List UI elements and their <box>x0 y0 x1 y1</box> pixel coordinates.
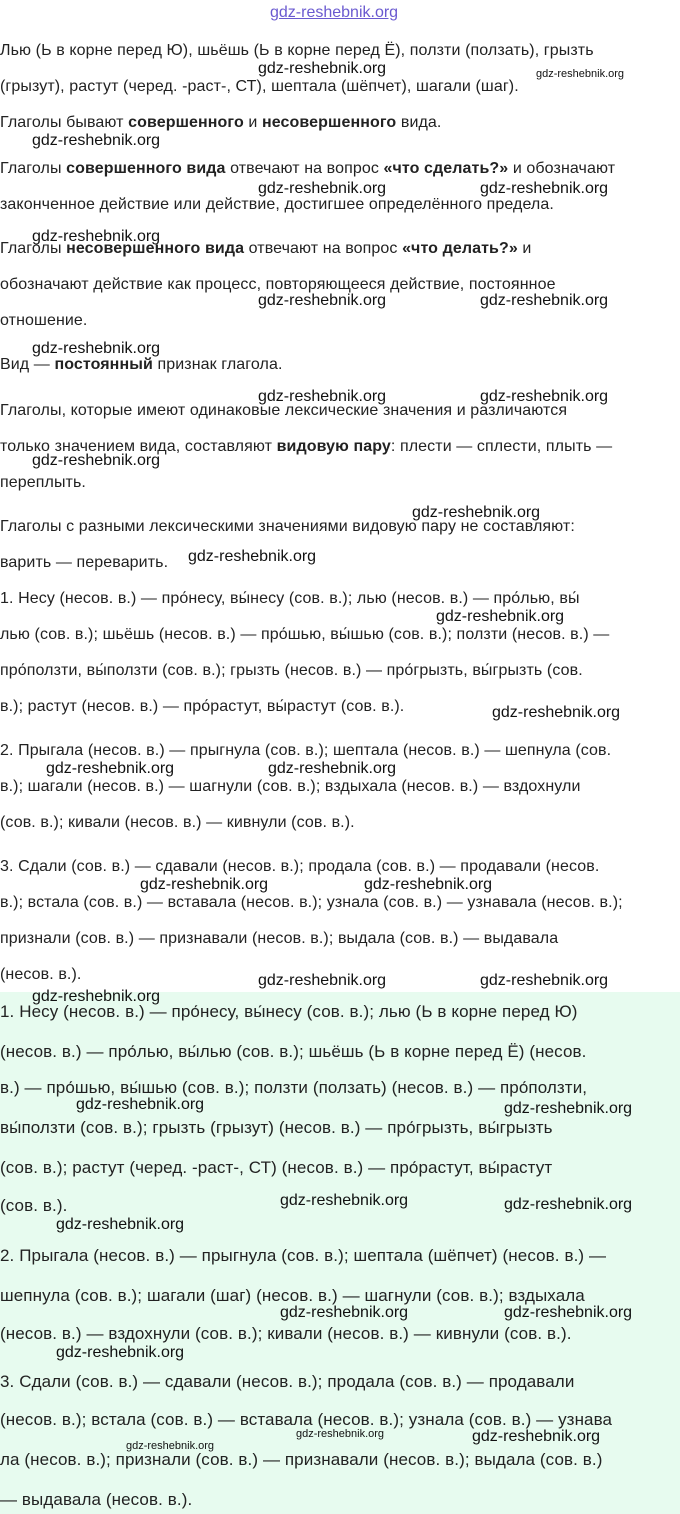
watermark: gdz-reshebnik.org <box>412 504 541 521</box>
watermark: gdz-reshebnik.org <box>32 988 161 1005</box>
theory-line-12: варить — переварить. <box>0 554 169 571</box>
watermark: gdz-reshebnik.org <box>472 1428 601 1445</box>
watermark: gdz-reshebnik.org <box>32 228 161 245</box>
watermark: gdz-reshebnik.org <box>258 388 387 405</box>
ex3-line-2: в.); встала (сов. в.) — вставала (несов. в.); узнала (сов. в.) — узнавала (несов. в.); <box>0 894 623 911</box>
theory-line-5: обозначают действие как процесс, повторяющееся действие, постоянное <box>0 276 556 293</box>
theory-line-8: Глаголы, которые имеют одинаковые лексические значения и различаются <box>0 402 568 419</box>
ans2-line-3: (несов. в.) — вздохнули (сов. в.); кивали (несов. в.) — кивнули (сов. в.). <box>0 1324 572 1343</box>
ex3-line-3: признали (сов. в.) — признавали (несов. в.); выдала (сов. в.) — выдавала <box>0 930 559 947</box>
watermark: gdz-reshebnik.org <box>504 1196 633 1213</box>
ans1-line-1: 1. Несу (несов. в.) — про́несу, вы́несу (сов. в.); лью (Ь в корне перед Ю) <box>0 1002 578 1021</box>
ex1-line-2: лью (сов. в.); шьёшь (несов. в.) — про́шью, вы́шью (сов. в.); ползти (несов. в.) — <box>0 626 610 643</box>
watermark: gdz-reshebnik.org <box>140 876 269 893</box>
theory-line-3: законченное действие или действие, достигшее определённого предела. <box>0 196 554 213</box>
ans1-line-6: (сов. в.). <box>0 1196 68 1215</box>
watermark: gdz-reshebnik.org <box>32 452 161 469</box>
watermark: gdz-reshebnik.org <box>280 1192 409 1209</box>
watermark: gdz-reshebnik.org <box>492 704 621 721</box>
ans3-line-1: 3. Сдали (сов. в.) — сдавали (несов. в.); продала (сов. в.) — продавали <box>0 1372 575 1391</box>
watermark: gdz-reshebnik.org <box>268 760 397 777</box>
theory-line-9: только значением вида, составляют видовую пару: плести — сплести, плыть — <box>0 438 613 455</box>
watermark: gdz-reshebnik.org <box>364 876 493 893</box>
theory-line-6: отношение. <box>0 312 88 329</box>
watermark: gdz-reshebnik.org <box>258 972 387 989</box>
theory-line-11: Глаголы с разными лексическими значениями видовую пару не составляют: <box>0 518 575 535</box>
theory-line-10: переплыть. <box>0 474 86 491</box>
ans3-line-4: — выдавала (несов. в.). <box>0 1490 193 1509</box>
watermark: gdz-reshebnik.org <box>56 1344 185 1361</box>
theory-line-1: Глаголы бывают совершенного и несовершенного вида. <box>0 114 442 131</box>
ex1-line-1: 1. Несу (несов. в.) — про́несу, вы́несу (сов. в.); лью (несов. в.) — про́лью, вы́ <box>0 590 580 607</box>
watermark: gdz-reshebnik.org <box>126 1440 215 1452</box>
ex2-line-1: 2. Прыгала (несов. в.) — прыгнула (сов. в.); шептала (несов. в.) — шепнула (сов. <box>0 742 612 759</box>
theory-line-2: Глаголы совершенного вида отвечают на вопрос «что сделать?» и обозначают <box>0 160 616 177</box>
ans3-line-3: ла (несов. в.); признали (сов. в.) — признавали (несов. в.); выдала (сов. в.) <box>0 1450 603 1469</box>
watermark: gdz-reshebnik.org <box>258 60 387 77</box>
ans1-line-3: в.) — про́шью, вы́шью (сов. в.); ползти (ползать) (несов. в.) — про́ползти, <box>0 1078 588 1097</box>
watermark: gdz-reshebnik.org <box>480 972 609 989</box>
watermark: gdz-reshebnik.org <box>480 292 609 309</box>
ex2-line-3: (сов. в.); кивали (несов. в.) — кивнули (сов. в.). <box>0 814 355 831</box>
watermark: gdz-reshebnik.org <box>436 608 565 625</box>
watermark: gdz-reshebnik.org <box>280 1304 409 1321</box>
ans1-line-4: вы́ползти (сов. в.); грызть (грызут) (несов. в.) — про́грызть, вы́грызть <box>0 1118 553 1137</box>
ans1-line-2: (несов. в.) — про́лью, вы́лью (сов. в.); шьёшь (Ь в корне перед Ё) (несов. <box>0 1042 587 1061</box>
ex3-line-1: 3. Сдали (сов. в.) — сдавали (несов. в.); продала (сов. в.) — продавали (несов. <box>0 858 600 875</box>
watermark: gdz-reshebnik.org <box>76 1096 205 1113</box>
watermark: gdz-reshebnik.org <box>504 1100 633 1117</box>
watermark: gdz-reshebnik.org <box>258 180 387 197</box>
watermark: gdz-reshebnik.org <box>480 180 609 197</box>
theory-line-4: Глаголы несовершенного вида отвечают на вопрос «что делать?» и <box>0 240 532 257</box>
ans3-line-2: (несов. в.); встала (сов. в.) — вставала (несов. в.); узнала (сов. в.) — узнава <box>0 1410 613 1429</box>
ex3-line-4: (несов. в.). <box>0 966 82 983</box>
watermark: gdz-reshebnik.org <box>32 340 161 357</box>
site-link[interactable]: gdz-reshebnik.org <box>270 4 399 21</box>
watermark: gdz-reshebnik.org <box>46 760 175 777</box>
watermark: gdz-reshebnik.org <box>32 132 161 149</box>
ex1-line-4: в.); растут (несов. в.) — про́растут, вы́растут (сов. в.). <box>0 698 405 715</box>
theory-line-7: Вид — постоянный признак глагола. <box>0 356 283 373</box>
watermark: gdz-reshebnik.org <box>536 68 625 80</box>
watermark: gdz-reshebnik.org <box>504 1304 633 1321</box>
ex2-line-2: в.); шагали (несов. в.) — шагнули (сов. в.); вздыхала (несов. в.) — вздохнули <box>0 778 581 795</box>
ans2-line-2: шепнула (сов. в.); шагали (шаг) (несов. в.) — шагнули (сов. в.); вздыхала <box>0 1286 585 1305</box>
watermark: gdz-reshebnik.org <box>258 292 387 309</box>
watermark: gdz-reshebnik.org <box>56 1216 185 1233</box>
watermark: gdz-reshebnik.org <box>296 1428 385 1440</box>
intro-line-2: (грызут), растут (черед. -раст-, СТ), шептала (шёпчет), шагали (шаг). <box>0 78 519 95</box>
ans2-line-1: 2. Прыгала (несов. в.) — прыгнула (сов. в.); шептала (шёпчет) (несов. в.) — <box>0 1246 607 1265</box>
watermark: gdz-reshebnik.org <box>480 388 609 405</box>
ex1-line-3: про́ползти, вы́ползти (сов. в.); грызть (несов. в.) — про́грызть, вы́грызть (сов. <box>0 662 583 679</box>
intro-line-1: Лью (Ь в корне перед Ю), шьёшь (Ь в корне перед Ё), ползти (ползать), грызть <box>0 42 594 59</box>
ans1-line-5: (сов. в.); растут (черед. -раст-, СТ) (несов. в.) — про́растут, вы́растут <box>0 1158 553 1177</box>
watermark: gdz-reshebnik.org <box>188 548 317 565</box>
